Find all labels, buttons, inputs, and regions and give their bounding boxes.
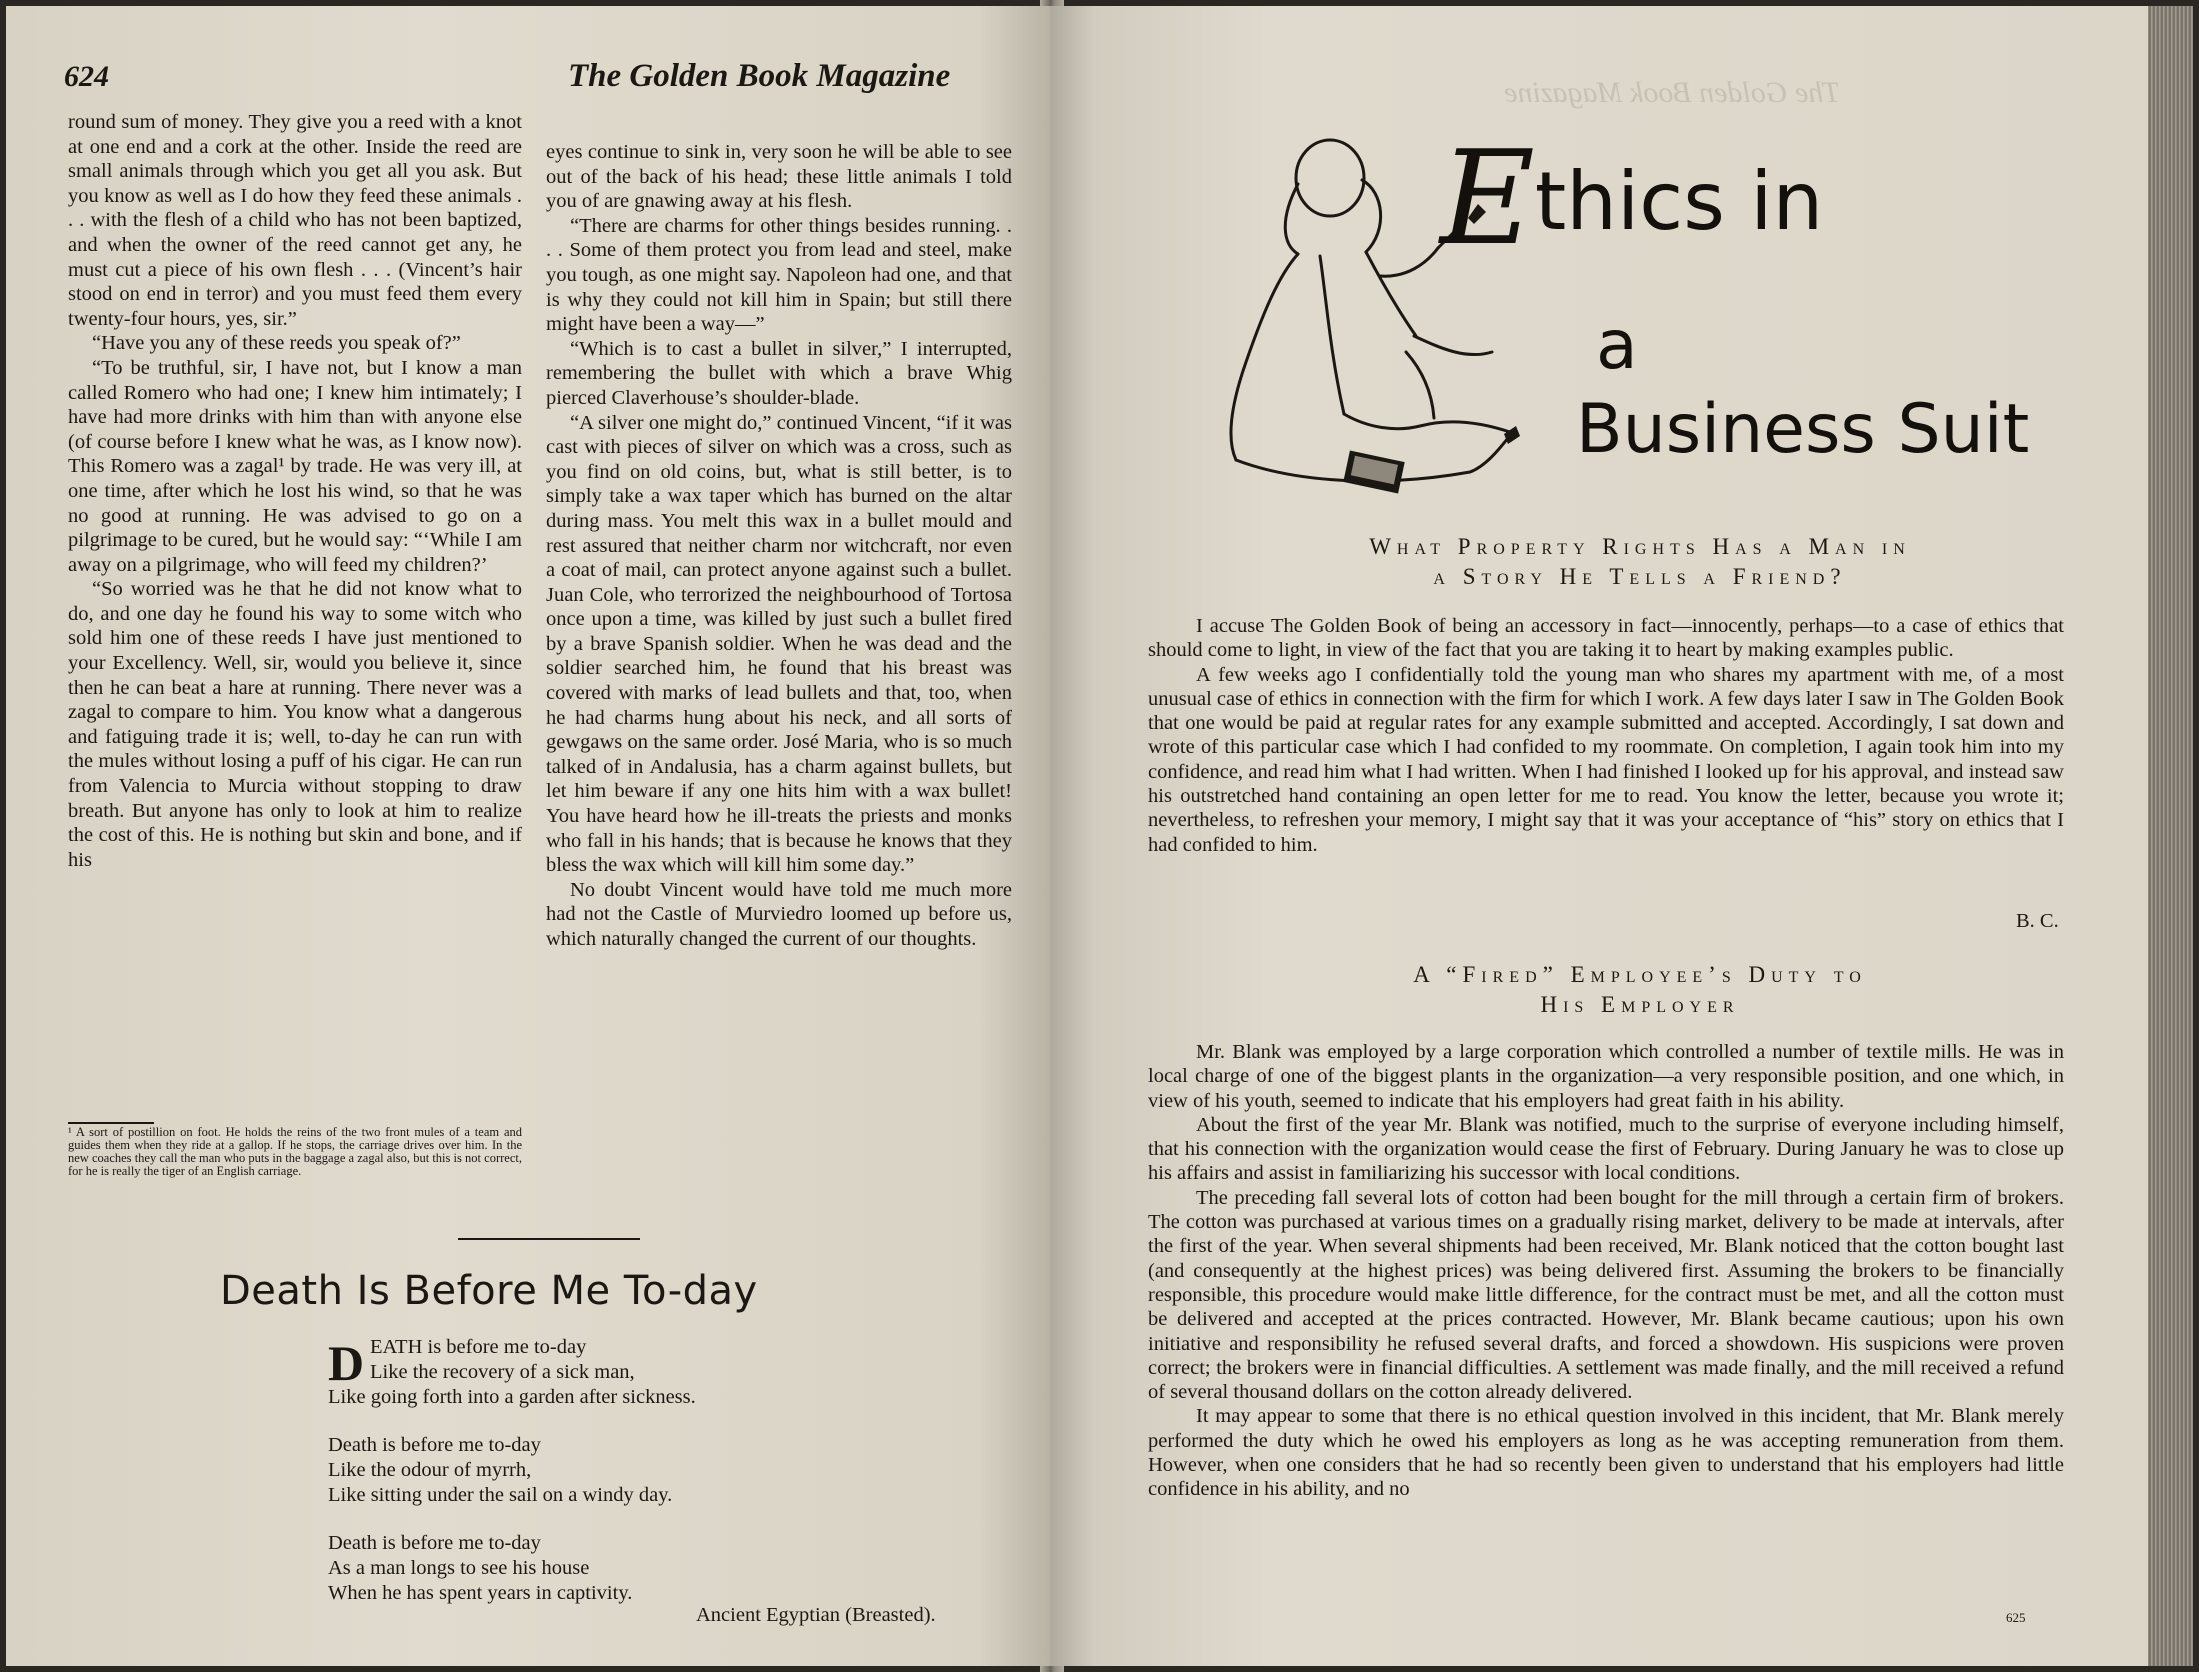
page-edges: [2148, 6, 2193, 1666]
paragraph: It may appear to some that there is no ethical question involved in this incident, that Mr. Blank merely performed the duty which he owed his employers as long as he was accepting remuneration from them. However, when one considers that he had so recently been given to understand that his employers had little confidence in his ability, and no: [1148, 1405, 2064, 1501]
subheading-2-line2: His Employer: [1540, 992, 1740, 1017]
subheading-1-line2: a Story He Tells a Friend?: [1433, 564, 1847, 589]
poem-line: Like sitting under the sail on a windy day.: [328, 1484, 673, 1506]
paragraph: The preceding fall several lots of cotton had been bought for the mill through a certain firm of brokers. The cotton was purchased at various times on a gradually rising market, delivery to be made at intervals, after the first of the year. When several shipments had been received, Mr. Blank noticed that the cotton bought last (and consequently at the highest prices) was being delivered first. Assuming the brokers to be financially responsible, this procedure would make little difference, for the contract must be met, and all the cotton must be delivered and accepted at the prices contracted. However, Mr. Blank became cautious; upon his own initiative and responsibility he refused several drafts, and forced a showdown. His suspicions were proven correct; the brokers were in financial difficulties. A settlement was made finally, and the mill received a refund of several thousand dollars on the cotton already delivered.: [1148, 1186, 2064, 1404]
paragraph: eyes continue to sink in, very soon he will be able to see out of the back of his head; these little animals I told you of are gnawing away at his flesh.: [546, 141, 1012, 213]
poem-title: Death Is Before Me To-day: [220, 1268, 758, 1314]
paragraph: A few weeks ago I confidentially told the young man who shares my apartment with me, of a most unusual case of ethics in connection with the firm for which I work. A few days later I saw in The Golden Book that one would be paid at regular rates for any example submitted and accepted. Accordingly, I sat down and wrote of this particular case which I had confided to my roommate. On completion, I again took him into my confidence, and read him what I had written. When I had finished I looked up for his approval, and instead saw his outstretched hand containing an open letter for me to read. You know the letter, because you wrote it; nevertheless, to refreshen your memory, I might say that it was your acceptance of “his” story on ethics that I had confided to him.: [1148, 663, 2064, 856]
section-rule: [458, 1238, 640, 1240]
letter-1: [1148, 614, 2064, 857]
article-title-line3: Business Suit: [1576, 390, 2030, 469]
subheading-2-line1: A “Fired” Employee’s Duty to: [1413, 962, 1867, 987]
paragraph: “To be truthful, sir, I have not, but I know a man called Romero who had one; I knew him intimately; I have had more drinks with him than with anyone else (of course before I knew what he was, as I know now). This Romero was a zagal¹ by trade. He was very ill, at one time, after which he lost his wind, so that he was no good at running. He was advised to go on a pilgrimage to be cured, but he would say: “‘While I am away on a pilgrimage, who will feed my children?’: [68, 356, 522, 576]
paragraph: Mr. Blank was employed by a large corporation which controlled a number of textile mills. He was in local charge of one of the biggest plants in the organization—a very responsible position, and one which, in view of his youth, seemed to indicate that his employers had great faith in his ability.: [1148, 1041, 2064, 1112]
poem-attribution: Ancient Egyptian (Breasted).: [696, 1604, 936, 1626]
poem-line: When he has spent years in captivity.: [328, 1582, 633, 1604]
book-icon: [1343, 451, 1404, 494]
footnote: ¹ A sort of postillion on foot. He holds the reins of the two front mules of a team and guides them when they ride at a gallop. If he stops, the carriage drives over him. In the new coaches they call the man who puts in the baggage a zagal also, but this is not correct, for he is really the tiger of an English carriage.: [68, 1125, 522, 1178]
show-through-header: The Golden Book Magazine: [1504, 76, 1840, 109]
paragraph: About the first of the year Mr. Blank was notified, much to the surprise of everyone including himself, that his connection with the organization would cease the first of February. During January he was to close up his affairs and assist in familiarizing his successor with local conditions.: [1148, 1113, 2064, 1185]
title-line1-text: thics in: [1534, 155, 1824, 248]
right-page-number: 625: [2006, 1610, 2026, 1625]
left-running-head: The Golden Book Magazine: [568, 58, 951, 94]
subheading-1-line1: What Property Rights Has a Man in: [1369, 534, 1911, 559]
right-page: [1050, 6, 2148, 1666]
left-column-1: [68, 110, 522, 872]
subheading-1: [1140, 532, 2140, 592]
paragraph: No doubt Vincent would have told me much more had not the Castle of Murviedro loomed up before us, which naturally changed the current of our thoughts.: [546, 878, 1012, 950]
poem-line: EATH is before me to-day: [370, 1336, 587, 1358]
subheading-2: [1140, 960, 2140, 1020]
drop-cap: D: [328, 1335, 365, 1391]
paragraph: round sum of money. They give you a reed with a knot at one end and a cork at the other. Inside the reed are small animals through which you get all you ask. But you know as well as I do how they feed these animals . . . with the flesh of a child who has not been baptized, and when the owner of the reed cannot get any, he must cut a piece of his own flesh . . . (Vincent’s hair stood on end in terror) and you must feed them every twenty-four hours, yes, sir.”: [68, 111, 522, 330]
paragraph: “So worried was he that he did not know what to do, and one day he found his way to some witch who sold him one of these reeds I have just mentioned to your Excellency. Well, sir, would you believe it, since then he can beat a hare at running. There never was a zagal to compare to him. You know what a dangerous and fatiguing trade it is; well, to-day he can run with the mules without losing a puff of his cigar. He can run from Valencia to Murcia without stopping to draw breath. But anyone has only to look at him to realize the cost of this. He is nothing but skin and bone, and if his: [68, 578, 522, 871]
footnote-rule: [68, 1122, 154, 1124]
poem-line: Like going forth into a garden after sickness.: [328, 1386, 696, 1408]
paragraph: I accuse The Golden Book of being an accessory in fact—innocently, perhaps—to a case of ethics that should come to light, in view of the fact that you are taking it to heart by making examples public.: [1148, 615, 2064, 662]
left-column-2: [546, 140, 1012, 952]
paragraph: “Have you any of these reeds you speak of?”: [92, 332, 461, 355]
poem-line: Like the recovery of a sick man,: [370, 1361, 635, 1383]
article-title-line1: Ethics in: [1440, 122, 1824, 274]
article-title-line2: a: [1596, 306, 1638, 385]
letter-2: [1148, 1040, 2064, 1502]
poem-line: As a man longs to see his house: [328, 1557, 590, 1579]
poem-line: Like the odour of myrrh,: [328, 1459, 532, 1481]
signature: B. C.: [2016, 910, 2059, 932]
paragraph: “Which is to cast a bullet in silver,” I interrupted, remembering the bullet with which a brave Whig pierced Claverhouse’s shoulder-blade.: [546, 337, 1012, 409]
poem-line: Death is before me to-day: [328, 1434, 541, 1456]
paragraph: “A silver one might do,” continued Vincent, “if it was cast with pieces of silver on which was a cross, such as you find on old coins, but, what is still better, is to simply take a wax taper which has burned on the altar during mass. You melt this wax in a bullet mould and rest assured that neither charm nor witchcraft, nor even a coat of mail, can protect anyone against such a bullet. Juan Cole, who terrorized the neighbourhood of Tortosa once upon a time, was killed by just such a bullet fired by a brave Spanish soldier. When he was dead and the soldier searched him, he found that his breast was covered with marks of lead bullets and that, too, when he had charms hung about his neck, and all sorts of gewgaws on the same order. José Maria, who is so much talked of in Andalusia, has a charm against bullets, but let him beware if any one hits him with a wax bullet! You have heard how he ill-treats the priests and monks who fall in his hands; that is because he knows that they bless the wax which will kill him some day.”: [546, 411, 1012, 877]
paragraph: “There are charms for other things besides running. . . . Some of them protect you from lead and steel, make you tough, as one might say. Napoleon had one, and that is why they could not kill him in Spain; but still there might have been a way—”: [546, 214, 1012, 336]
left-page: [6, 6, 1050, 1666]
poem-line: Death is before me to-day: [328, 1532, 541, 1554]
left-page-number: 624: [64, 60, 109, 93]
